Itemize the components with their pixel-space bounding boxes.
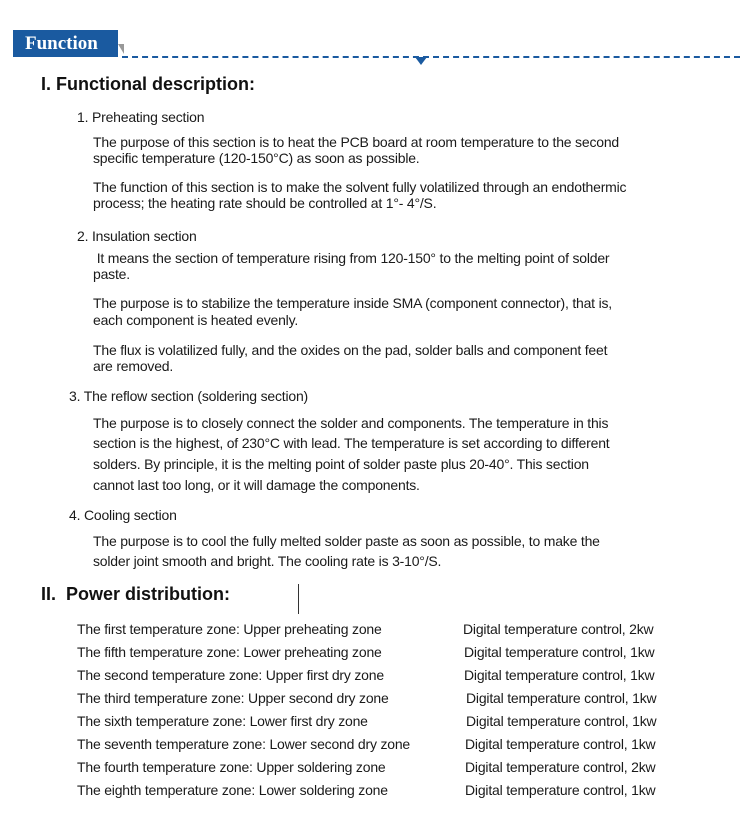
zone-name: The third temperature zone: Upper second dry zone	[77, 690, 389, 706]
zone-name: The second temperature zone: Upper first dry zone	[77, 667, 384, 683]
zone-power: Digital temperature control, 1kw	[464, 644, 655, 660]
paragraph-line: solder joint smooth and bright. The cooling rate is 3-10°/S.	[93, 553, 442, 569]
paragraph-line: section is the highest, of 230°C with lead. The temperature is set according to different	[93, 435, 610, 451]
banner-corner-decoration	[118, 44, 124, 54]
section-heading-functional-description: I. Functional description:	[41, 74, 256, 94]
zone-name: The seventh temperature zone: Lower second dry zone	[77, 736, 410, 752]
zone-power: Digital temperature control, 2kw	[463, 621, 654, 637]
paragraph-line: are removed.	[93, 358, 174, 374]
zone-power: Digital temperature control, 1kw	[464, 667, 655, 683]
paragraph-line: The function of this section is to make the solvent fully volatilized through an endothermic	[93, 179, 627, 195]
zone-name: The eighth temperature zone: Lower soldering zone	[77, 782, 388, 798]
paragraph-line: The purpose is to cool the fully melted solder paste as soon as possible, to make the	[93, 533, 600, 549]
paragraph-line: cannot last too long, or it will damage the components.	[93, 477, 420, 493]
zone-name: The fourth temperature zone: Upper soldering zone	[77, 759, 386, 775]
item-title: 1. Preheating section	[77, 109, 205, 125]
paragraph-line: paste.	[93, 266, 130, 282]
paragraph-line: each component is heated evenly.	[93, 312, 299, 328]
section-heading-power-distribution: II. Power distribution:	[41, 584, 230, 604]
zone-name: The first temperature zone: Upper preheating zone	[77, 621, 382, 637]
dashed-divider	[122, 56, 740, 58]
zone-power: Digital temperature control, 2kw	[465, 759, 656, 775]
triangle-marker-icon	[415, 57, 427, 65]
paragraph-line: The purpose is to closely connect the solder and components. The temperature in this	[93, 415, 609, 431]
paragraph-line: The flux is volatilized fully, and the oxides on the pad, solder balls and component feet	[93, 342, 608, 358]
zone-power: Digital temperature control, 1kw	[465, 782, 656, 798]
zone-name: The sixth temperature zone: Lower first dry zone	[77, 713, 368, 729]
item-title: 4. Cooling section	[69, 507, 177, 523]
paragraph-line: process; the heating rate should be controlled at 1°- 4°/S.	[93, 195, 437, 211]
paragraph-line: specific temperature (120-150°C) as soon as possible.	[93, 150, 420, 166]
function-banner: Function	[13, 30, 118, 57]
paragraph-line: The purpose is to stabilize the temperature inside SMA (component connector), that is,	[93, 295, 612, 311]
zone-power: Digital temperature control, 1kw	[466, 690, 657, 706]
item-title: 3. The reflow section (soldering section)	[69, 388, 308, 404]
zone-name: The fifth temperature zone: Lower preheating zone	[77, 644, 382, 660]
zone-power: Digital temperature control, 1kw	[465, 736, 656, 752]
zone-power: Digital temperature control, 1kw	[466, 713, 657, 729]
item-title: 2. Insulation section	[77, 228, 197, 244]
paragraph-line: It means the section of temperature rising from 120-150° to the melting point of solder	[93, 250, 610, 266]
text-cursor-line	[298, 584, 299, 614]
paragraph-line: The purpose of this section is to heat the PCB board at room temperature to the second	[93, 134, 619, 150]
paragraph-line: solders. By principle, it is the melting point of solder paste plus 20-40°. This section	[93, 456, 589, 472]
